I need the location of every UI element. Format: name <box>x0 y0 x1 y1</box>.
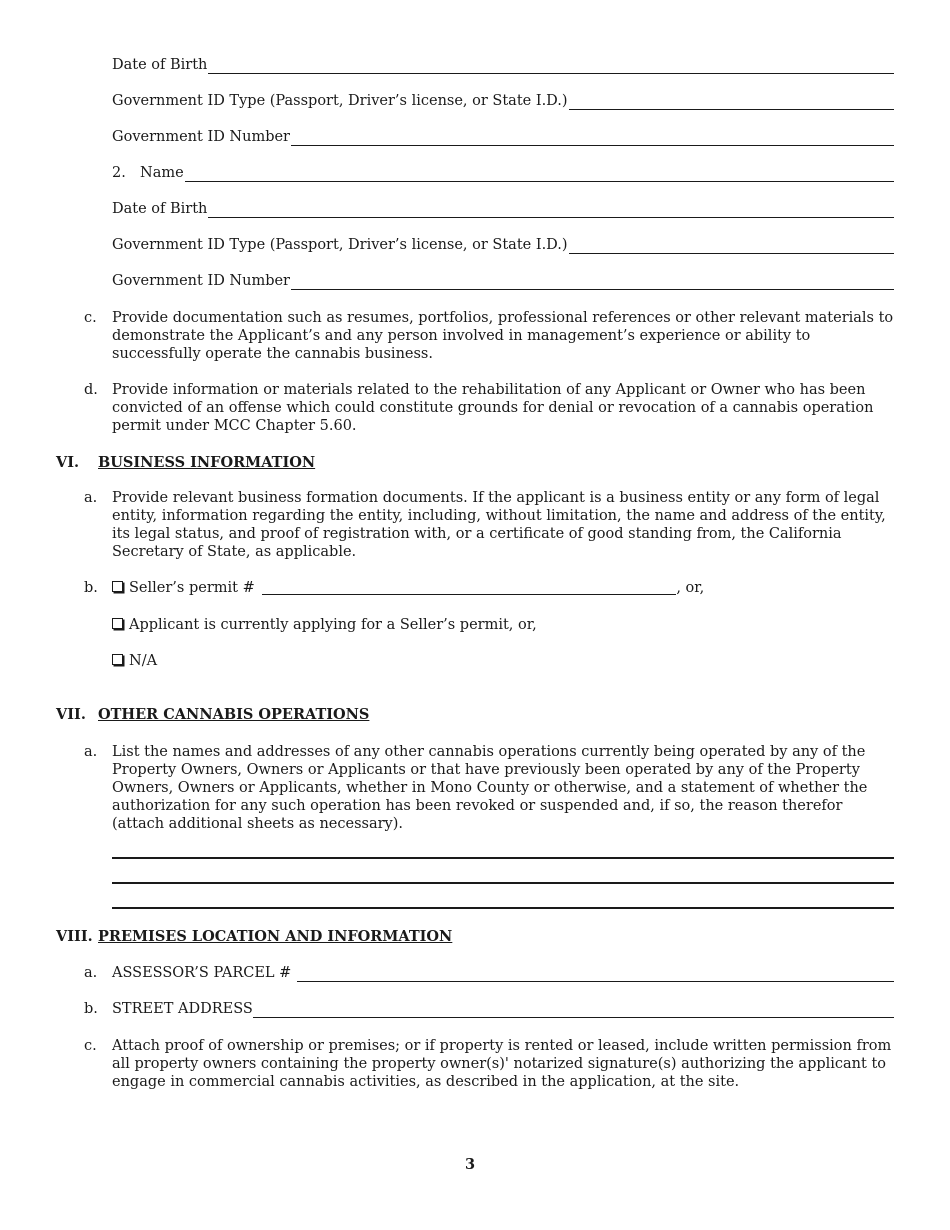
owner-2-name-label: Name <box>140 165 184 181</box>
sellers-permit-field[interactable] <box>262 581 676 595</box>
assessors-parcel-field[interactable] <box>297 968 894 982</box>
owner-2-government-id-number-row <box>112 272 894 290</box>
section-vi-number: VI. <box>56 454 80 471</box>
section-vi-title: BUSINESS INFORMATION <box>98 454 316 471</box>
section-vii-item-a-marker: a. <box>84 744 98 760</box>
owner-2-date-of-birth-field[interactable] <box>208 204 894 218</box>
section-vii-number: VII. <box>56 706 86 723</box>
street-address-field[interactable] <box>253 1004 894 1018</box>
section-vii-item-a-text: List the names and addresses of any other cannabis operations currently being operated by any of the Property Owners, Owners or Applicants or that have previously been operated by any of the Property Owners, Owners or Applicants, whether in Mono County or otherwise, and a statement of whether the authorization for any such operation has been revoked or suspended and, if so, the reason therefor (attach additional sheets as necessary). <box>112 744 868 832</box>
section-vii-title: OTHER CANNABIS OPERATIONS <box>98 706 370 723</box>
street-address-row <box>84 1000 894 1018</box>
section-viii-item-c-text: Attach proof of ownership or premises; or if property is rented or leased, include written permission from all property owners containing the property owner(s)' notarized signature(s) authorizing the applicant to engage in commercial cannabis activities, as described in the application, at the site. <box>112 1038 892 1090</box>
section-vii-item-a <box>84 743 894 833</box>
section-viii-number: VIII. <box>56 928 93 945</box>
section-viii-heading <box>56 928 452 946</box>
section-vii-heading <box>56 706 369 724</box>
section-vi-item-a <box>84 489 894 561</box>
government-id-type-field[interactable] <box>569 96 894 110</box>
section-viii-item-b-marker: b. <box>84 1001 98 1017</box>
owner-2-government-id-type-label: Government ID Type (Passport, Driver’s license, or State I.D.) <box>112 237 568 253</box>
owner-2-number: 2. <box>112 165 126 181</box>
item-c-documentation <box>84 309 894 363</box>
government-id-type-label: Government ID Type (Passport, Driver’s license, or State I.D.) <box>112 93 568 109</box>
owner-2-government-id-number-label: Government ID Number <box>112 273 290 289</box>
item-d-marker: d. <box>84 382 98 398</box>
owner-2-date-of-birth-row <box>112 200 894 218</box>
date-of-birth-field[interactable] <box>208 60 894 74</box>
owner-2-date-of-birth-label: Date of Birth <box>112 201 208 217</box>
item-c-marker: c. <box>84 310 97 326</box>
sellers-permit-label: Seller’s permit # <box>129 580 255 596</box>
other-operations-line-1[interactable] <box>112 857 894 859</box>
section-viii-item-c <box>84 1037 894 1091</box>
assessors-parcel-row <box>84 964 894 982</box>
street-address-label: STREET ADDRESS <box>112 1001 253 1017</box>
owner-2-government-id-number-field[interactable] <box>291 276 894 290</box>
section-vi-heading <box>56 454 315 472</box>
government-id-type-row <box>112 92 894 110</box>
item-d-rehabilitation <box>84 381 894 435</box>
section-viii-title: PREMISES LOCATION AND INFORMATION <box>98 928 453 945</box>
government-id-number-label: Government ID Number <box>112 129 290 145</box>
sellers-permit-checkbox[interactable] <box>112 581 123 592</box>
not-applicable-checkbox[interactable] <box>112 654 123 665</box>
owner-2-government-id-type-field[interactable] <box>569 240 894 254</box>
date-of-birth-label: Date of Birth <box>112 57 208 73</box>
item-d-text: Provide information or materials related to the rehabilitation of any Applicant or Owner who has been convicted of an offense which could constitute grounds for denial or revocation of a cannabis operation permit under MCC Chapter 5.60. <box>112 382 874 434</box>
other-operations-line-2[interactable] <box>112 882 894 884</box>
assessors-parcel-label: ASSESSOR’S PARCEL # <box>112 965 292 981</box>
not-applicable-option <box>112 652 157 670</box>
page-number: 3 <box>464 1156 476 1173</box>
applying-sellers-permit-label: Applicant is currently applying for a Seller’s permit, or, <box>129 617 537 633</box>
section-vi-item-b-marker: b. <box>84 580 98 596</box>
other-operations-line-3[interactable] <box>112 907 894 909</box>
section-vi-item-a-text: Provide relevant business formation documents. If the applicant is a business entity or any form of legal entity, information regarding the entity, including, without limitation, the name and address of the entity, its legal status, and proof of registration with, or a certificate of good standing from, the California Secretary of State, as applicable. <box>112 490 886 560</box>
section-vi-item-a-marker: a. <box>84 490 98 506</box>
applying-sellers-permit-checkbox[interactable] <box>112 618 123 629</box>
date-of-birth-row <box>112 56 894 74</box>
sellers-permit-suffix: , or, <box>676 580 705 596</box>
section-vi-item-b <box>84 579 894 597</box>
not-applicable-label: N/A <box>129 653 158 669</box>
owner-2-name-field[interactable] <box>185 168 894 182</box>
section-viii-item-c-marker: c. <box>84 1038 97 1054</box>
government-id-number-field[interactable] <box>291 132 894 146</box>
applying-sellers-permit-option <box>112 616 537 634</box>
owner-2-name-row <box>112 164 894 182</box>
owner-2-government-id-type-row <box>112 236 894 254</box>
government-id-number-row <box>112 128 894 146</box>
item-c-text: Provide documentation such as resumes, portfolios, professional references or other relevant materials to demonstrate the Applicant’s and any person involved in management’s experience or ability to successfully operate the cannabis business. <box>112 310 894 362</box>
section-viii-item-a-marker: a. <box>84 965 98 981</box>
